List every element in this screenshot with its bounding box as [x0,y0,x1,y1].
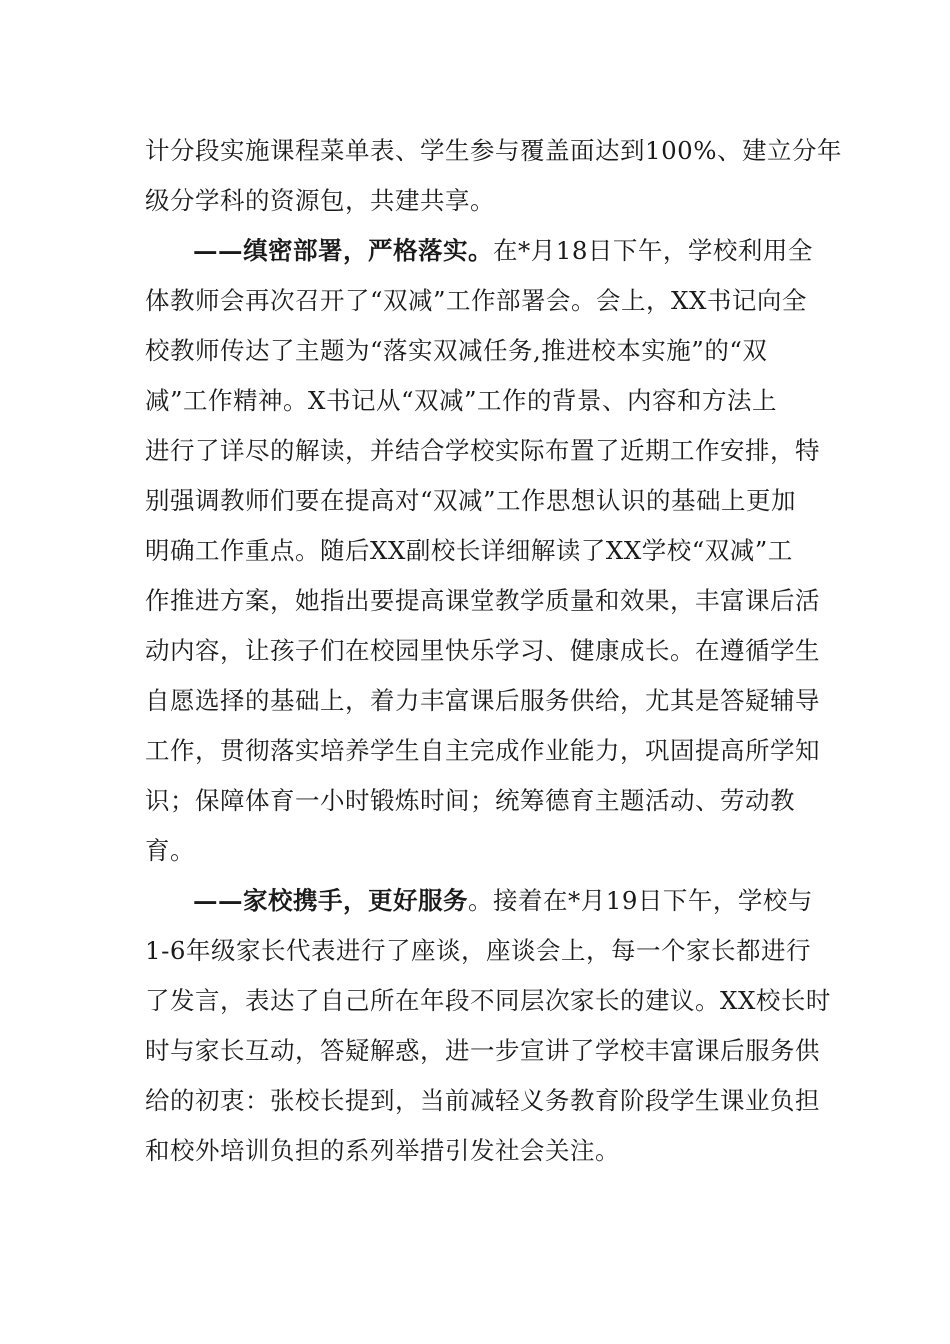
body-text-line: 工作，贯彻落实培养学生自主完成作业能力，巩固提高所学知 [145,736,820,765]
body-text-line: 1-6年级家长代表进行了座谈，座谈会上，每一个家长都进行 [145,936,811,965]
body-text-line: 时与家长互动，答疑解惑，进一步宣讲了学校丰富课后服务供 [145,1036,820,1065]
body-text-line: 校教师传达了主题为“落实双减任务,推进校本实施”的“双 [145,336,768,365]
body-text-line: 别强调教师们要在提高对“双减”工作思想认识的基础上更加 [145,486,797,515]
body-text-line: 育。 [145,836,195,865]
body-text-line: 了发言，表达了自己所在年段不同层次家长的建议。XX校长时 [145,986,831,1015]
section-heading-home-school: ——家校携手，更好服务 [193,886,468,915]
body-text-inline: 在*月18日下午，学校利用全 [493,236,813,265]
body-text-line: 体教师会再次召开了“双减”工作部署会。会上，XX书记向全 [145,286,807,315]
section-paragraph-first-line [193,234,853,268]
body-text-line: 进行了详尽的解读，并结合学校实际布置了近期工作安排，特 [145,436,820,465]
body-text-line: 作推进方案，她指出要提高课堂教学质量和效果，丰富课后活 [145,586,820,615]
body-text-line: 计分段实施课程菜单表、学生参与覆盖面达到100%、建立分年 [145,136,843,165]
body-text-inline: 。接着在*月19日下午，学校与 [468,886,813,915]
body-text-line: 给的初衷：张校长提到，当前减轻义务教育阶段学生课业负担 [145,1086,820,1115]
body-text-line: 明确工作重点。随后XX副校长详细解读了XX学校“双减”工 [145,536,793,565]
body-text-line: 级分学科的资源包，共建共享。 [145,186,495,215]
section-heading-deployment: ——缜密部署，严格落实。 [193,236,493,265]
body-text-line: 识；保障体育一小时锻炼时间；统筹德育主题活动、劳动教 [145,786,795,815]
body-text-line: 和校外培训负担的系列举措引发社会关注。 [145,1136,620,1165]
body-text-line: 自愿选择的基础上，着力丰富课后服务供给，尤其是答疑辅导 [145,686,820,715]
body-text-line: 减”工作精神。X书记从“双减”工作的背景、内容和方法上 [145,386,778,415]
body-text-line: 动内容，让孩子们在校园里快乐学习、健康成长。在遵循学生 [145,636,820,665]
section-paragraph-first-line [193,884,853,918]
